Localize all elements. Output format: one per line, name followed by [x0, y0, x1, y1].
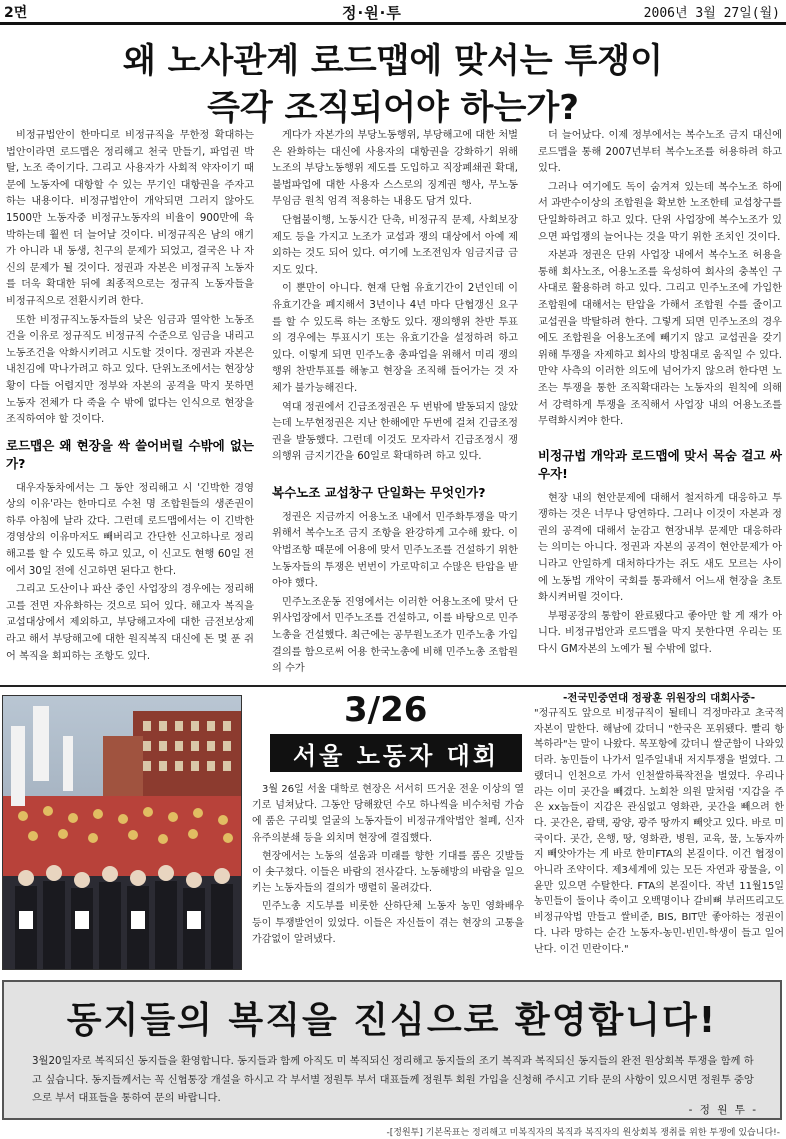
paragraph: 그러나 여기에도 독이 숨겨져 있는데 복수노조 하에서 과반수이상의 조합원을 확보한 노조한테 교섭창구를 단일화하려고 하고 있다. 단위 사업장에 복수노조가 있으면 파업쟁의 늘어나는 것을 막기 위한 조치인 것이다. — [538, 181, 782, 243]
header-divider — [0, 22, 786, 25]
paragraph: 단협불이행, 노동시간 단축, 비정규직 문제, 사회보장제도 등을 가지고 노조가 교섭과 쟁의 대상에서 아예 제외하는 것도 되어 있다. 여기에 노조전임자 임금지급 금지도 있다. — [272, 214, 518, 276]
paragraph: 그리고 도산이나 파산 중인 사업장의 경우에는 정리해고를 전면 자유화하는 것으로 되어 있다. 해고자 복직을 교섭대상에서 제외하고, 부당해고자에 대한 금전보상제라고 해서 부당해고에 대한 원직복직 대신에 돈 몇 푼 쥐어 복직을 회피하는 조항도 있다. — [6, 584, 254, 662]
event-title-banner — [270, 734, 522, 772]
rally-photo-image — [3, 696, 242, 970]
article-column-2 — [272, 128, 518, 680]
paragraph: 대우자동차에서는 그 동안 정리해고 시 '긴박한 경영상의 이유'라는 한마디로 수천 명 조합원들의 생존권이 하루 아침에 날라 갔다. 그런데 로드맵에서는 이 긴박한 경영상의 이유마저도 빼버리고 간단한 신고하나로 정리해고를 할 수 있도록 하고 있고, 이 신고도 현행 60일 전에서 30일 전에 신고하면 된다고 한다. — [6, 482, 254, 577]
banner-title: 동지들의 복직을 진심으로 환영합니다! — [66, 1000, 718, 1041]
paragraph: 민주노조운동 진영에서는 이러한 어용노조에 맞서 단위사업장에서 민주노조를 건설하고, 이를 바탕으로 민주노총을 건설했다. 최근에는 공무원노조가 민주노총 가입 결의를 함으로써 어용 한국노총에 비해 민주노총 조합원의 수가 — [272, 596, 518, 675]
quote-attribution: -전국민중연대 정광훈 위원장의 대회사중- — [562, 692, 756, 704]
paragraph: 역대 정권에서 긴급조정권은 두 번밖에 발동되지 않았는데 노무현정권은 지난 한해에만 두번에 걸쳐 긴급조정권을 발동했다. 그런데 이것도 모자라서 긴급조정시 쟁의행위 금지기간을 60일로 확대하려 하고 있다. — [272, 401, 518, 463]
paragraph: 민주노총 지도부를 비롯한 산하단체 노동자 농민 영화배우 등이 투쟁발언이 있었다. 이들은 자신들이 겪는 현장의 고통을 가감없이 알려냈다. — [252, 901, 524, 945]
paragraph: 현장 내의 현안문제에 대해서 철저하게 대응하고 투쟁하는 것은 너무나 당연하다. 그러나 이것이 자본과 정권의 공격에 대해서 눈감고 현장내부 문제만 대응하라는 의미는 아니다. 정권과 자본의 공격이 현안문제가 아니라고 안일하게 대처하다가는 쥐도 새도 모르는 사이에 노동법 개악이 국회를 통과해서 어느새 현장을 초토화시켜버릴 것이다. — [538, 492, 782, 604]
paragraph: 3월 26일 서울 대학로 현장은 서서히 뜨거운 전운 이상의 열기로 넘쳐났다. 그동안 당해왔던 수모 하나씩을 비수처럼 가슴에 품은 구리빛 얼굴의 노동자들이 비정규개악법안 철폐, 신자유주의분쇄 등을 외치며 현장에 결집했다. — [252, 784, 524, 844]
main-headline — [0, 38, 786, 132]
paragraph: 정권은 지금까지 어용노조 내에서 민주화투쟁을 막기 위해서 복수노조 금지 조항을 완강하게 고수해 왔다. 이 악법조항 때문에 어용에 맞서 민주노조를 건설하기 위한 노동자들의 투쟁은 번번이 가로막히고 수많은 탄압을 받아야 했다. — [272, 511, 518, 590]
paragraph: 자본과 정권은 단위 사업장 내에서 복수노조 허용을 통해 회사노조, 어용노조를 육성하여 회사의 충복인 구사대로 활용하려 하고 있다. 그리고 민주노조에 가입한 조합원에 대해서는 탄압을 가해서 조합원 수를 줄이고 교섭권을 박탈하려 한다. 그렇게 되면 민주노조의 경우에도 조합원을 어용노조에 빼기지 않고 교섭권을 갖기 위해 투쟁을 자제하고 회사의 방침대로 움직일 수 있다. 만약 사측의 이러한 의도에 넘어가지 않으려 한다면 노조는 투쟁을 통한 조직확대라는 노동자의 원칙에 의해서 강력하게 투쟁을 조직해서 사업장 내의 어용노조를 무력화시켜야 한다. — [538, 250, 782, 428]
section-subheading: 로드맵은 왜 현장을 싹 쓸어버릴 수밖에 없는가? — [6, 437, 254, 471]
paragraph: 이 뿐만이 아니다. 현재 단협 유효기간이 2년인데 이 유효기간을 폐지해서 3년이나 4년 마다 단협갱신 요구를 할 수 있도록 하는 조항도 있다. 쟁의행위 찬반 투표의 경우에는 투표시기 또는 유효기간을 설정하려 하고 있다. 이렇게 되면 민주노총 총파업을 위해서 미리 쟁의행위 찬반투표를 해놓고 현장을 조직해 들어가는 것 자체가 불가능해진다. — [272, 283, 518, 394]
article-column-3 — [538, 128, 782, 661]
paragraph: 부평공장의 통합이 완료됐다고 좋아만 할 게 재가 아니다. 비정규법안과 로드맵을 막지 못한다면 우리는 또 다시 GM자본의 노예가 될 수밖에 없다. — [538, 610, 782, 656]
newspaper-name: 정·원·투 — [342, 4, 402, 22]
article-column-1 — [6, 128, 254, 667]
section-subheading: 비정규법 개악과 로드맵에 맞서 목숨 걸고 싸우자! — [538, 447, 782, 481]
event-date: 3/26 — [344, 690, 428, 730]
event-report — [252, 782, 524, 950]
paragraph: 현장에서는 노동의 설움과 미래를 향한 기대를 품은 깃발들이 솟구쳤다. 이들은 바람의 전사같다. 노동해방의 바람을 일으키는 노동자들의 결의가 맹렬히 몰려갔다. — [252, 850, 524, 895]
banner-signature: - 정 원 투 - — [688, 1104, 758, 1116]
paragraph: 게다가 자본가의 부당노동행위, 부당해고에 대한 처벌은 완화하는 대신에 사용자의 대항권을 강화하기 위해 노조의 부당노동행위 제도를 도입하고 직장폐쇄권 확대, 불법파업에 대한 사용자 스스로의 징계권 행사, 무노동 무임금 원칙 엄격 적용하는 내용도 담겨 있다. — [272, 130, 518, 208]
paragraph: 또한 비정규직노동자들의 낮은 임금과 열악한 노동조건을 이유로 정규직도 비정규직 수준으로 임금을 내리고 노동조건을 악화시키려고 시도할 것이다. 정권과 자본은 내친김에 막나가려고 하고 있다. 단위노조에서는 현장상황이 다들 어렵지만 정부와 자본의 공격을 막지 못하면 노동자 전체가 다 죽을 수 밖에 없다는 인식으로 현장을 조직하여야 할 것이다. — [6, 314, 254, 426]
paragraph: 더 늘어났다. 이제 정부에서는 복수노조 금지 대신에 로드맵을 통해 2007년부터 복수노조를 허용하려 하고 있다. — [538, 130, 782, 175]
footer-slogan: -[정원투] 기본목표는 정리해고 미복직자의 복직과 복직자의 원상회복 쟁취를 위한 투쟁에 있습니다!- — [386, 1128, 780, 1138]
section-divider — [0, 685, 786, 687]
section-subheading: 복수노조 교섭창구 단일화는 무엇인가? — [272, 484, 486, 500]
banner-text: 3월20일자로 복직되신 동지들을 환영합니다. 동지들과 함께 아직도 미 복직되신 정리해고 동지들의 조기 복직과 복직되신 동지들의 완전 원상회복 투쟁을 함께 하고 싶습니다. 동지들께서는 꼭 신협통장 개설을 하시고 각 부서별 정원투 부서 대표들께 정원투 회원 가입을 신청해 주시고 기타 문의 사항이 있으시면 정원투 중앙으로 부서 대표들을 통하여 문의 바랍니다. — [32, 1055, 754, 1104]
page-header — [0, 0, 786, 24]
page-number: 2면 — [4, 5, 28, 21]
paragraph: 비정규법안이 한마디로 비정규직을 무한정 확대하는 법안이라면 로드맵은 정리해고 천국 만들기, 파업권 박탈, 노조 죽이기다. 그리고 사용자가 사회적 약자이기 때문에 노동자에 대항할 수 있는 무기인 대항권을 주자고 하는 내용이다. 비정규법안이 개악되면 그러지 않아도 1500만 노동자중 비정규노동자의 비율이 900만에 육박하는데 훨씬 더 늘어날 것이다. 비정규직은 남의 얘기가 아니라 내 동생, 친구의 문제가 되었고, 결국은 나 자신의 문제가 될 것이다. 정권과 자본은 비정규직 노동자를 더욱 확대한 뒤에 최종적으로는 정규직 노동자들을 비정규직으로 전환시키려 한다. — [6, 130, 254, 307]
headline-line-2: 즉각 조직되어야 하는가? — [207, 88, 579, 128]
publication-date: 2006년 3월 27일(월) — [643, 6, 780, 21]
welcome-banner — [2, 980, 782, 1120]
rally-photo — [2, 695, 242, 970]
event-title: 서울 노동자 대회 — [293, 741, 499, 770]
headline-line-1: 왜 노사관계 로드맵에 맞서는 투쟁이 — [122, 41, 663, 81]
speech-quote: "정규직도 앞으로 비정규직이 될테니 걱정마라고 초국적자본이 말한다. 해남에 갔더니 "한국은 포위됐다. 빨리 항복하라"는 말이 나왔다. 목포항에 갔더니 쌀군함이 나와있더라. 농민들이 나가서 일주일내내 저지투쟁을 벌였다. 그랬더니 인천으로 가서 인천쌀하륙작전을 벌였다. 우리나라는 이미 곳간을 빼겼다. 노회찬 의원 말처럼 '지갑을 주은 xx놈들이 지갑은 관심없고 영화관, 곳간을 빼으려 한다. 곳간은, 괌택, 광양, 광주 땅까지 빼앗고 있다. 바로 미국이다. 곳간, 은행, 땅, 영화관, 병원, 교육, 물, 노동자까지 빼앗아가는 게 바로 한미FTA의 본질이다. 이건 협정이 아니라 조약이다. 제3세계에 있는 모든 자연과 광물을, 이윤만 있으면 수탈한다. FTA의 본질이다. 작년 11월15일 농민들이 둘이나 죽이고 오백명이나 갈비뼈 부러뜨리고도 비정규악법 만들고 쌀비준, BIS, BIT만 좋아하는 정권이다. 나라 망하는 순간 노동자-농민-빈민-학생이 들고 일어난다. 이건 민란이다." — [534, 708, 784, 955]
